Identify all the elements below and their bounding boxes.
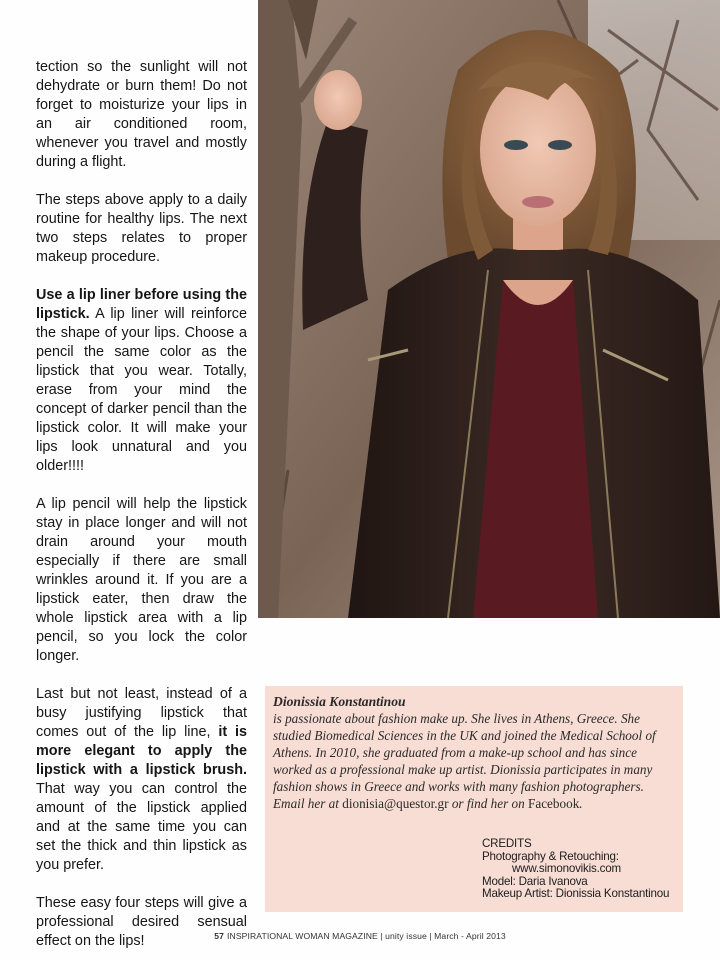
- author-bio-text: [273, 693, 677, 812]
- lip-liner-heading: Use a lip liner before using the lipstick.: [36, 287, 247, 322]
- author-facebook-link[interactable]: Facebook: [528, 796, 580, 811]
- article-paragraph-2: The steps above apply to a daily routine for healthy lips. The next two steps relates to proper makeup procedure.: [36, 192, 247, 265]
- credits-heading: CREDITS: [482, 837, 532, 850]
- credits-makeup: Makeup Artist: Dionissia Konstantinou: [482, 887, 670, 901]
- article-paragraph-3: [36, 286, 247, 476]
- credits-model: Model: Daria Ivanova: [482, 874, 588, 888]
- page-number: 57: [214, 931, 225, 941]
- credits-photography-label: Photography & Retouching:: [482, 849, 619, 863]
- photo-credits: [482, 838, 682, 901]
- author-name: Dionissia Konstantinou: [273, 694, 406, 709]
- author-bio-part-3: .: [579, 796, 583, 811]
- author-bio-part-1: is passionate about fashion make up. She lives in Athens, Greece. She studied Biomedical Sciences in the UK and joined the Medical School of Athens. In 2010, she graduated from a make-up school and has since worked as a professional make up artist. Dionissia participates in many fashion shows in Greece and works with many fashion photographers. Email her at: [273, 711, 656, 811]
- author-bio-part-2: or find her on: [448, 796, 529, 811]
- article-paragraph-5: [36, 685, 247, 875]
- author-bio-box: [265, 686, 683, 912]
- footer-text: INSPIRATIONAL WOMAN MAGAZINE | unity issue | March - April 2013: [227, 931, 506, 941]
- article-column: [36, 58, 247, 970]
- credits-photography-site[interactable]: www.simonovikis.com: [512, 862, 621, 876]
- model-photo: [258, 0, 720, 618]
- brush-text-start: Last but not least, instead of a busy justifying lipstick that comes out of the lip line,: [36, 686, 247, 740]
- brush-text-end: That way you can control the amount of the lipstick applied and at the same time you can set the thick and thin lipstick as you prefer.: [36, 781, 247, 873]
- author-email-link[interactable]: dionisia@questor.gr: [342, 796, 449, 811]
- lip-liner-text: A lip liner will reinforce the shape of your lips. Choose a pencil the same color as the lipstick that you wear. Totally, erase from your mind the concept of darker pencil than the lipstick color. It will make your lips look unnatural and you older!!!!: [36, 306, 247, 474]
- article-paragraph-1: tection so the sunlight will not dehydrate or burn them! Do not forget to moisturize your lips in an air conditioned room, whenever you travel and mostly during a flight.: [36, 59, 247, 170]
- page-footer: [0, 931, 720, 941]
- article-paragraph-6: These easy four steps will give a professional desired sensual effect on the lips!: [36, 895, 247, 949]
- brush-emphasis: it is more elegant to apply the lipstick with a lipstick brush.: [36, 724, 247, 778]
- article-paragraph-4: A lip pencil will help the lipstick stay in place longer and will not drain around your mouth especially if there are small wrinkles around it. If you are a lipstick eater, then draw the whole lipstick area with a lip pencil, so you lock the color longer.: [36, 496, 247, 664]
